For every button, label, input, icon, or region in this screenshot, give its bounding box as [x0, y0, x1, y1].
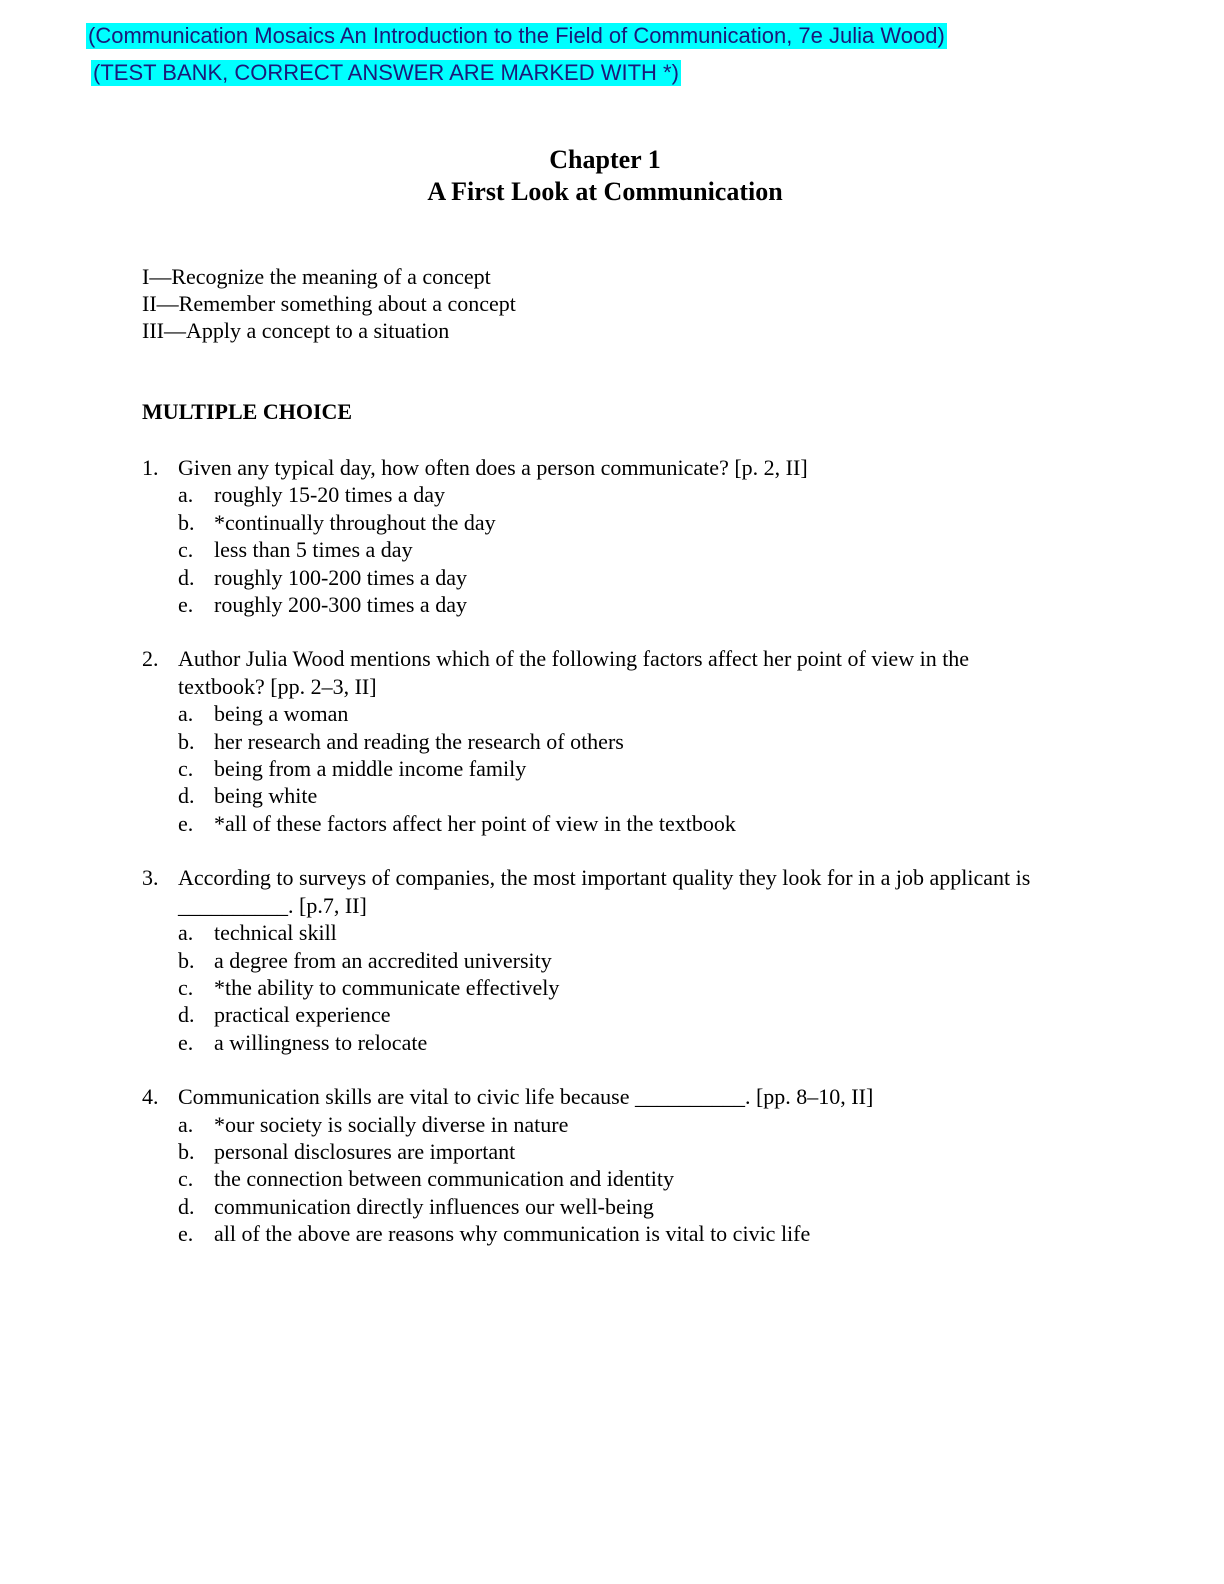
answer-option: [178, 919, 1052, 946]
section-heading: MULTIPLE CHOICE: [142, 399, 353, 424]
answer-option: [178, 974, 1052, 1001]
option-letter: c.: [178, 1166, 194, 1192]
option-letter: c.: [178, 537, 194, 563]
chapter-number: Chapter 1: [549, 145, 661, 174]
option-text: her research and reading the research of others: [214, 728, 624, 754]
option-text: *our society is socially diverse in nature: [214, 1111, 569, 1137]
question-list: [142, 454, 1052, 1275]
option-letter: a.: [178, 482, 194, 508]
option-letter: a.: [178, 701, 194, 727]
question-number: 2.: [142, 646, 159, 672]
question-text: Given any typical day, how often does a person communicate? [p. 2, II]: [178, 455, 808, 480]
option-letter: d.: [178, 1002, 195, 1028]
answer-option: [178, 481, 1052, 508]
option-text: roughly 15-20 times a day: [214, 482, 445, 508]
answer-option: [178, 1111, 1052, 1138]
answer-option: [178, 755, 1052, 782]
chapter-title: A First Look at Communication: [427, 177, 783, 206]
answer-option: [178, 728, 1052, 755]
answer-option: [178, 947, 1052, 974]
question-1: [142, 454, 1052, 618]
answer-option: [178, 1001, 1052, 1028]
answer-option: [178, 1165, 1052, 1192]
option-text: *all of these factors affect her point of view in the textbook: [214, 810, 736, 836]
option-text: roughly 200-300 times a day: [214, 592, 467, 618]
option-letter: c.: [178, 974, 194, 1000]
option-letter: e.: [178, 810, 194, 836]
option-letter: d.: [178, 1193, 195, 1219]
option-text: technical skill: [214, 920, 337, 946]
question-4: [142, 1083, 1052, 1247]
header-line-1: (Communication Mosaics An Introduction to the Field of Communication, 7e Julia Wood): [88, 23, 945, 48]
option-text: *continually throughout the day: [214, 509, 496, 535]
answer-option: [178, 1193, 1052, 1220]
header-line-2: (TEST BANK, CORRECT ANSWER ARE MARKED WITH *): [93, 60, 679, 85]
option-letter: e.: [178, 1029, 194, 1055]
option-letter: a.: [178, 920, 194, 946]
option-text: less than 5 times a day: [214, 537, 413, 563]
option-text: the connection between communication and identity: [214, 1166, 675, 1192]
answer-option: [178, 782, 1052, 809]
option-text: being white: [214, 783, 318, 809]
option-text: being a woman: [214, 701, 349, 727]
option-text: practical experience: [214, 1002, 391, 1028]
answer-option: [178, 1029, 1052, 1056]
answer-option: [178, 1138, 1052, 1165]
level-item: III—Apply a concept to a situation: [142, 318, 450, 343]
answer-option: [178, 810, 1052, 837]
question-number: 4.: [142, 1084, 159, 1110]
option-letter: b.: [178, 1138, 195, 1164]
question-text: Author Julia Wood mentions which of the following factors affect her point of view in the textbook? [pp. 2–3, II]: [178, 646, 970, 699]
answer-option: [178, 564, 1052, 591]
option-text: communication directly influences our well-being: [214, 1193, 654, 1219]
question-text: Communication skills are vital to civic life because __________. [pp. 8–10, II]: [178, 1084, 874, 1110]
option-letter: b.: [178, 728, 195, 754]
level-key: [142, 263, 516, 344]
question-number: 1.: [142, 455, 159, 480]
answer-option: [178, 591, 1052, 618]
option-letter: d.: [178, 783, 195, 809]
option-text: *the ability to communicate effectively: [214, 974, 560, 1000]
option-text: personal disclosures are important: [214, 1138, 516, 1164]
option-letter: b.: [178, 509, 195, 535]
option-text: all of the above are reasons why communication is vital to civic life: [214, 1221, 811, 1247]
option-letter: a.: [178, 1111, 194, 1137]
answer-option: [178, 509, 1052, 536]
option-text: a degree from an accredited university: [214, 947, 552, 973]
question-text: According to surveys of companies, the most important quality they look for in a job applicant is __________. [p.7, II]: [178, 865, 1031, 918]
question-2: [142, 645, 1052, 837]
option-letter: b.: [178, 947, 195, 973]
option-letter: e.: [178, 592, 194, 618]
option-text: roughly 100-200 times a day: [214, 564, 467, 590]
question-3: [142, 864, 1052, 1056]
option-text: being from a middle income family: [214, 756, 527, 782]
option-letter: e.: [178, 1221, 194, 1247]
question-number: 3.: [142, 865, 159, 891]
answer-option: [178, 1220, 1052, 1247]
level-item: II—Remember something about a concept: [142, 291, 516, 316]
option-text: a willingness to relocate: [214, 1029, 428, 1055]
option-letter: c.: [178, 756, 194, 782]
level-item: I—Recognize the meaning of a concept: [142, 264, 491, 289]
answer-option: [178, 536, 1052, 563]
option-letter: d.: [178, 564, 195, 590]
answer-option: [178, 700, 1052, 727]
